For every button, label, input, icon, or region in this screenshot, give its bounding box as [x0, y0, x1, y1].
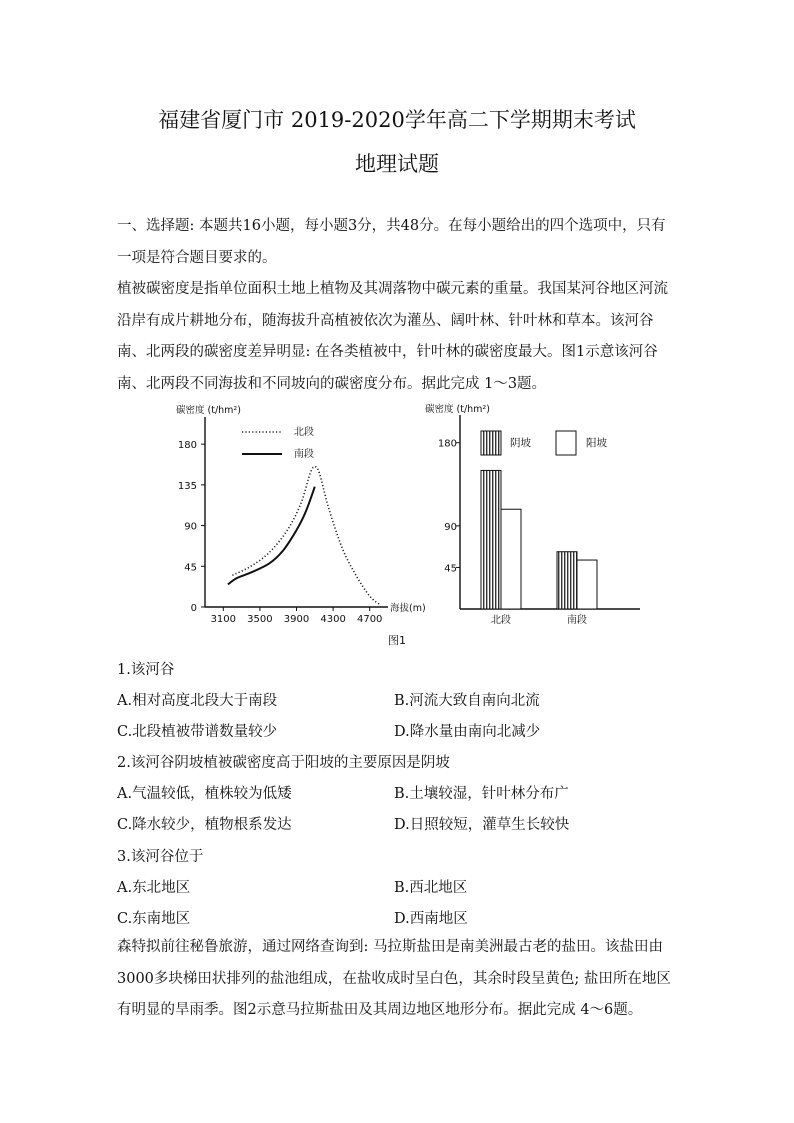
bar-y-tick-label: 90 — [444, 521, 457, 533]
q3-option-a: A.东北地区 — [117, 880, 191, 896]
legend-shady-label: 阴坡 — [510, 437, 531, 449]
bar-chart — [425, 403, 640, 626]
q2-option-b: B.土壤较湿，针叶林分布广 — [394, 786, 569, 802]
legend-north-label: 北段 — [294, 427, 314, 438]
question-3-stem: 3.该河谷位于 — [117, 849, 204, 865]
figure-1 — [0, 395, 794, 655]
q1-option-c: C.北段植被带谱数量较少 — [117, 724, 278, 740]
material-paragraph-2: 森特拟前往秘鲁旅游，通过网络查询到: 马拉斯盐田是南美洲最古老的盐田。该盐田由3000多块梯田状排列的盐池组成，在盐收成时呈白色，其余时段呈黄色; 盐田所在地区有明显的旱雨季。图2示意马拉斯盐田及其周边地区地形分布。据此完成 4～6题。 — [117, 939, 671, 1018]
material-paragraph: 植被碳密度是指单位面积土地上植物及其凋落物中碳元素的重量。我国某河谷地区河流沿岸有成片耕地分布，随海拔升高植被依次为灌丛、阔叶林、针叶林和草本。该河谷南、北两段的碳密度差异明显: 在各类植被中，针叶林的碳密度最大。图1示意该河谷南、北两段不同海拔和不同坡向的碳密度分布。据此完成 1～3题。 — [117, 281, 668, 392]
y-tick-label: 45 — [184, 562, 197, 574]
page-title: 福建省厦门市 2019-2020学年高二下学期期末考试 — [158, 108, 636, 132]
legend-shady-swatch — [481, 431, 501, 455]
page-subtitle: 地理试题 — [355, 152, 439, 176]
figure-caption: 图1 — [388, 634, 406, 647]
q3-option-c: C.东南地区 — [117, 911, 191, 927]
bar-y-tick-label: 45 — [444, 563, 457, 575]
q2-option-a: A.气温较低，植株较为低矮 — [117, 786, 292, 802]
x-tick-label: 4700 — [356, 614, 383, 625]
bar-shady-south — [557, 552, 577, 609]
q1-option-b: B.河流大致自南向北流 — [394, 693, 540, 709]
bar-sunny-south — [577, 560, 597, 609]
south-series-line — [228, 487, 315, 585]
y-tick-label: 180 — [177, 440, 197, 452]
bar-category-label: 南段 — [567, 615, 587, 626]
bar-y-tick-label: 180 — [437, 438, 457, 450]
x-axis-label: 海拔(m) — [390, 603, 426, 614]
bar-shady-north — [481, 470, 501, 609]
q2-option-c: C.降水较少，植物根系发达 — [117, 817, 292, 833]
x-tick-label: 3100 — [210, 614, 237, 625]
legend-sunny-swatch — [556, 431, 576, 455]
legend-south-label: 南段 — [294, 449, 314, 460]
q1-option-a: A.相对高度北段大于南段 — [117, 693, 278, 709]
question-1-stem: 1.该河谷 — [117, 662, 175, 678]
x-tick-label: 3900 — [283, 614, 310, 625]
legend-sunny-label: 阳坡 — [586, 437, 607, 449]
question-2-stem: 2.该河谷阴坡植被碳密度高于阳坡的主要原因是阴坡 — [117, 755, 450, 771]
section-intro: 一、选择题: 本题共16小题，每小题3分，共48分。在每小题给出的四个选项中，只有一项是符合题目要求的。 — [117, 218, 666, 266]
bar-y-axis-label: 碳密度 (t/hm²) — [425, 404, 490, 415]
north-series-line — [232, 467, 380, 605]
q3-option-b: B.西北地区 — [394, 880, 468, 896]
line-chart — [176, 404, 426, 625]
x-tick-label: 4300 — [320, 614, 346, 625]
bar-sunny-north — [501, 509, 521, 609]
y-tick-label: 0 — [190, 603, 197, 614]
q1-option-d: D.降水量由南向北减少 — [394, 724, 541, 740]
x-tick-label: 3500 — [247, 614, 273, 625]
y-tick-label: 135 — [177, 480, 197, 492]
q2-option-d: D.日照较短，灌草生长较快 — [394, 817, 570, 833]
bar-category-label: 北段 — [491, 615, 511, 626]
y-axis-label: 碳密度 (t/hm²) — [176, 405, 241, 416]
q3-option-d: D.西南地区 — [394, 911, 468, 927]
y-tick-label: 90 — [184, 521, 197, 533]
